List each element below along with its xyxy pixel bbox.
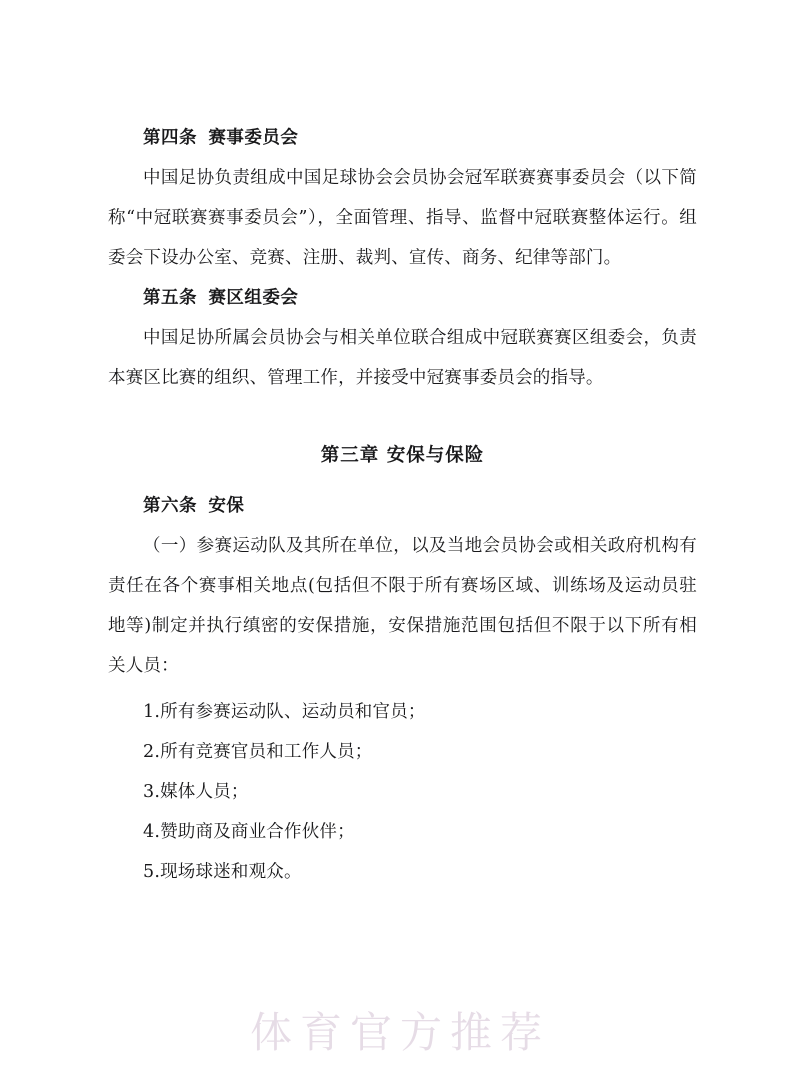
article-5-paragraph: 中国足协所属会员协会与相关单位联合组成中冠联赛赛区组委会，负责本赛区比赛的组织、管理工作，并接受中冠赛事委员会的指导。: [108, 328, 697, 388]
article-4-paragraph: 中国足协负责组成中国足球协会会员协会冠军联赛赛事委员会（以下简称“中冠联赛赛事委员会”），全面管理、指导、监督中冠联赛整体运行。组委会下设办公室、竞赛、注册、裁判、宣传、商务、纪律等部门。: [108, 168, 697, 268]
list-item: 5.现场球迷和观众。: [143, 862, 302, 882]
list-item: 3.媒体人员；: [143, 782, 249, 802]
list-item: 4.赞助商及商业合作伙伴；: [143, 822, 355, 842]
document-body: [108, 118, 697, 892]
page-watermark: 体育官方推荐: [249, 1008, 550, 1057]
chapter-title: 第三章 安保与保险: [320, 445, 485, 466]
article-6-item-1-paragraph: （一）参赛运动队及其所在单位，以及当地会员协会或相关政府机构有责任在各个赛事相关地点(包括但不限于所有赛场区域、训练场及运动员驻地等)制定并执行缜密的安保措施，安保措施范围包括但不限于以下所有相关人员：: [108, 536, 697, 676]
list-item: 2.所有竞赛官员和工作人员；: [143, 742, 373, 762]
list-item: 1.所有参赛运动队、运动员和官员；: [143, 702, 426, 722]
article-heading-5: [108, 278, 697, 318]
article-heading-4: [108, 118, 697, 158]
article-number: 第五条: [143, 288, 197, 308]
article-title: 安保: [208, 496, 245, 516]
article-number: 第六条: [143, 496, 197, 516]
article-title: 赛事委员会: [208, 128, 299, 148]
article-number: 第四条: [143, 128, 197, 148]
article-heading-6: [108, 486, 697, 526]
article-title: 赛区组委会: [208, 288, 299, 308]
